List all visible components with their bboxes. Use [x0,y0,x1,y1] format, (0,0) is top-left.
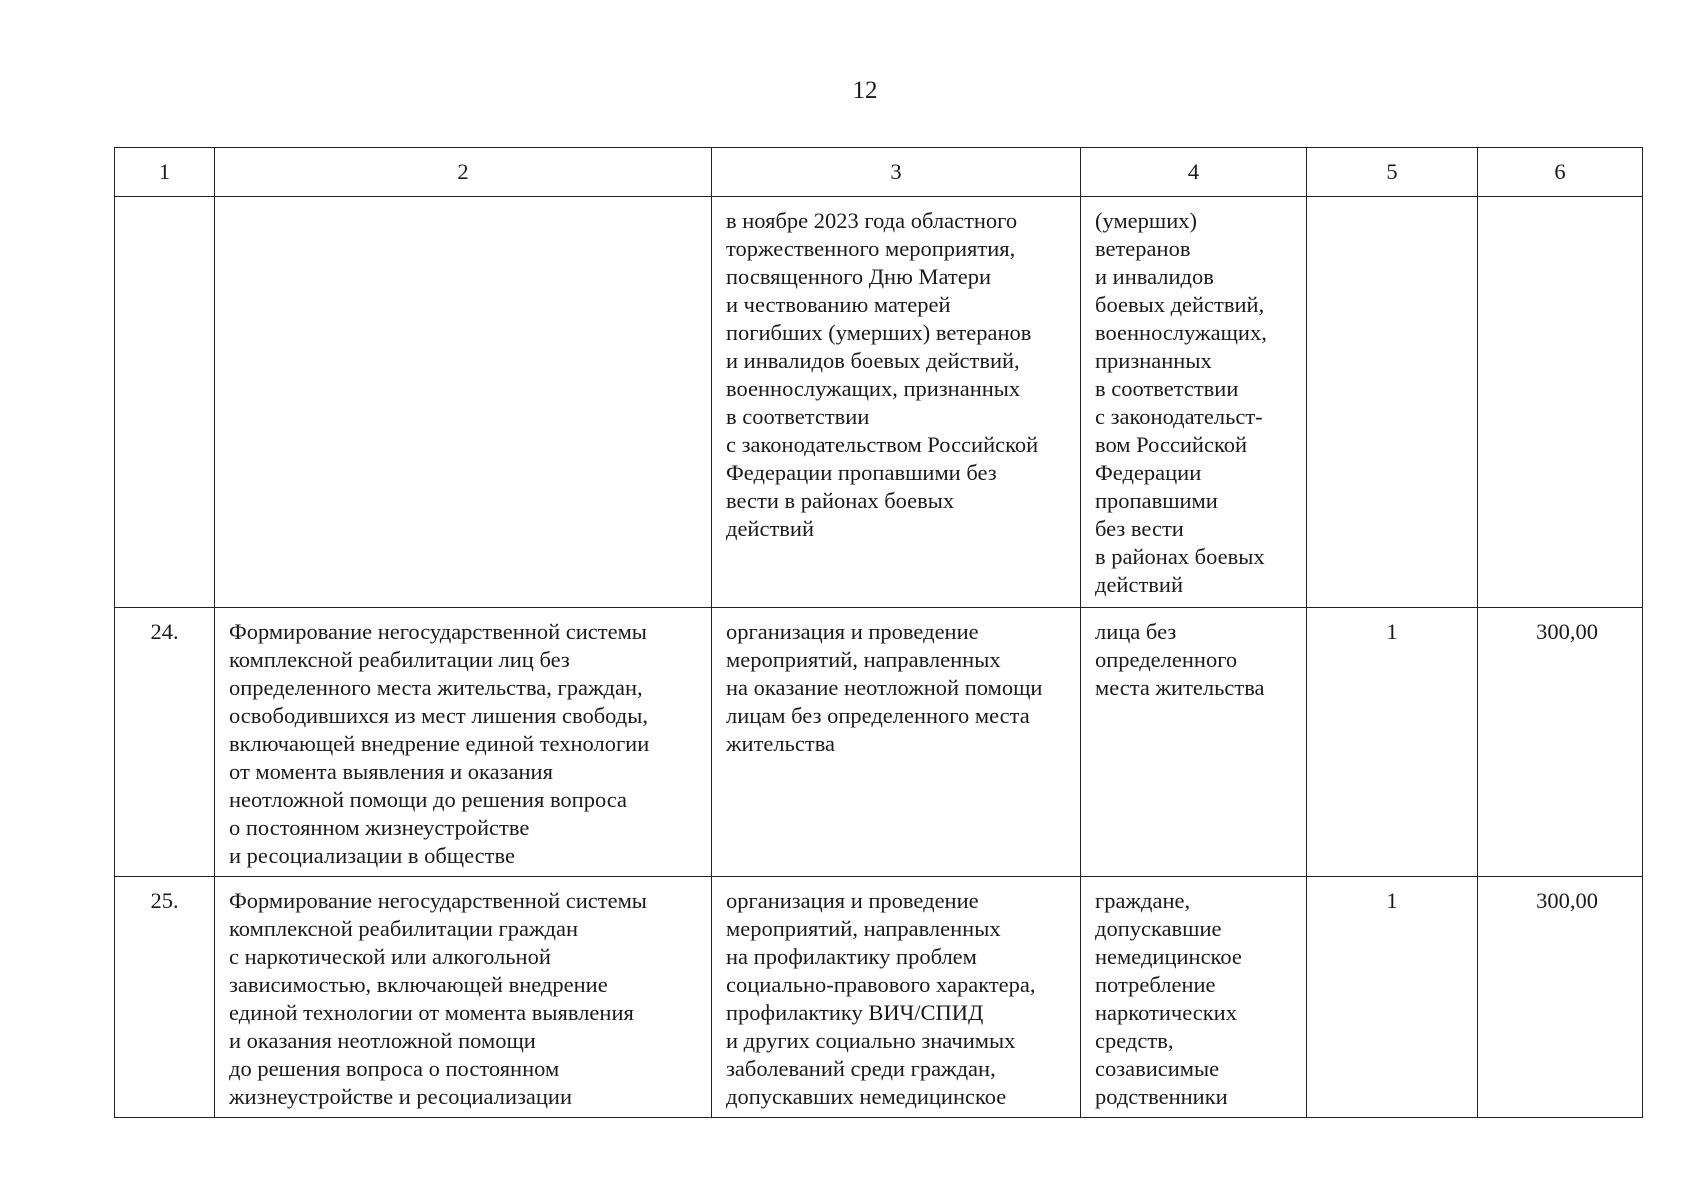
amount-cell [1478,197,1643,608]
activity-cell [712,877,1081,1118]
row-number-cell [115,197,215,608]
count-value: 1 [1386,619,1398,644]
row-number-cell [115,608,215,877]
count-cell [1307,197,1478,608]
target-group-cell [1081,877,1307,1118]
row-number [115,197,214,207]
activity-text: в ноябре 2023 года областного торжественного мероприятия, посвященного Дню Матери и чествованию матерей погибших (умерших) ветеранов и инвалидов боевых действий, военнослужащих, признанных в соответствии с законодательством Российской Федерации пропавшими без вести в районах боевых действий [726,208,1039,541]
target-group-cell [1081,608,1307,877]
description-text: Формирование негосударственной системы комплексной реабилитации граждан с наркотической или алкогольной зависимостью, включающей внедрение единой технологии от момента выявления и оказания неотложной помощи до решения вопроса о постоянном жизнеустройстве и ресоциализации [229,888,647,1109]
header-cell-1: 1 [115,148,215,197]
table-row [115,197,1643,608]
count-cell [1307,608,1478,877]
amount-value: 300,00 [1536,619,1598,644]
count-value: 1 [1386,888,1398,913]
row-number: 24. [150,619,179,644]
activity-text: организация и проведение мероприятий, направленных на оказание неотложной помощи лицам без определенного места жительства [726,619,1043,756]
header-cell-3: 3 [712,148,1081,197]
row-number: 25. [150,888,179,913]
description-cell [215,877,712,1118]
target-group-text: лица без определенного места жительства [1095,619,1265,700]
header-cell-4: 4 [1081,148,1307,197]
description-cell [215,197,712,608]
header-cell-6: 6 [1478,148,1643,197]
table-header-row [115,148,1643,197]
description-text: Формирование негосударственной системы комплексной реабилитации лиц без определенного места жительства, граждан, освободившихся из мест лишения свободы, включающей внедрение единой технологии от момента выявления и оказания неотложной помощи до решения вопроса о постоянном жизнеустройстве и ресоциализации в обществе [229,619,650,868]
activity-text: организация и проведение мероприятий, направленных на профилактику проблем социально-правового характера, профилактику ВИЧ/СПИД и других социально значимых заболеваний среди граждан, допускавших немедицинское [726,888,1036,1109]
target-group-text: граждане, допускавшие немедицинское потребление наркотических средств, созависимые родственники [1095,888,1242,1109]
amount-cell [1478,608,1643,877]
amount-value [1478,197,1642,207]
count-cell [1307,877,1478,1118]
amount-cell [1478,877,1643,1118]
description-cell [215,608,712,877]
description-text [215,197,711,207]
document-table [114,147,1643,1118]
header-cell-5: 5 [1307,148,1478,197]
header-cell-2: 2 [215,148,712,197]
activity-cell [712,608,1081,877]
target-group-text: (умерших) ветеранов и инвалидов боевых действий, военнослужащих, признанных в соответствии с законодательст- вом Российской Федерации пропавшими без вести в районах боевых действий [1095,208,1267,597]
count-value [1307,197,1477,207]
table-row [115,608,1643,877]
table-row [115,877,1643,1118]
page-number: 12 [852,77,878,104]
row-number-cell [115,877,215,1118]
activity-cell [712,197,1081,608]
amount-value: 300,00 [1536,888,1598,913]
target-group-cell [1081,197,1307,608]
